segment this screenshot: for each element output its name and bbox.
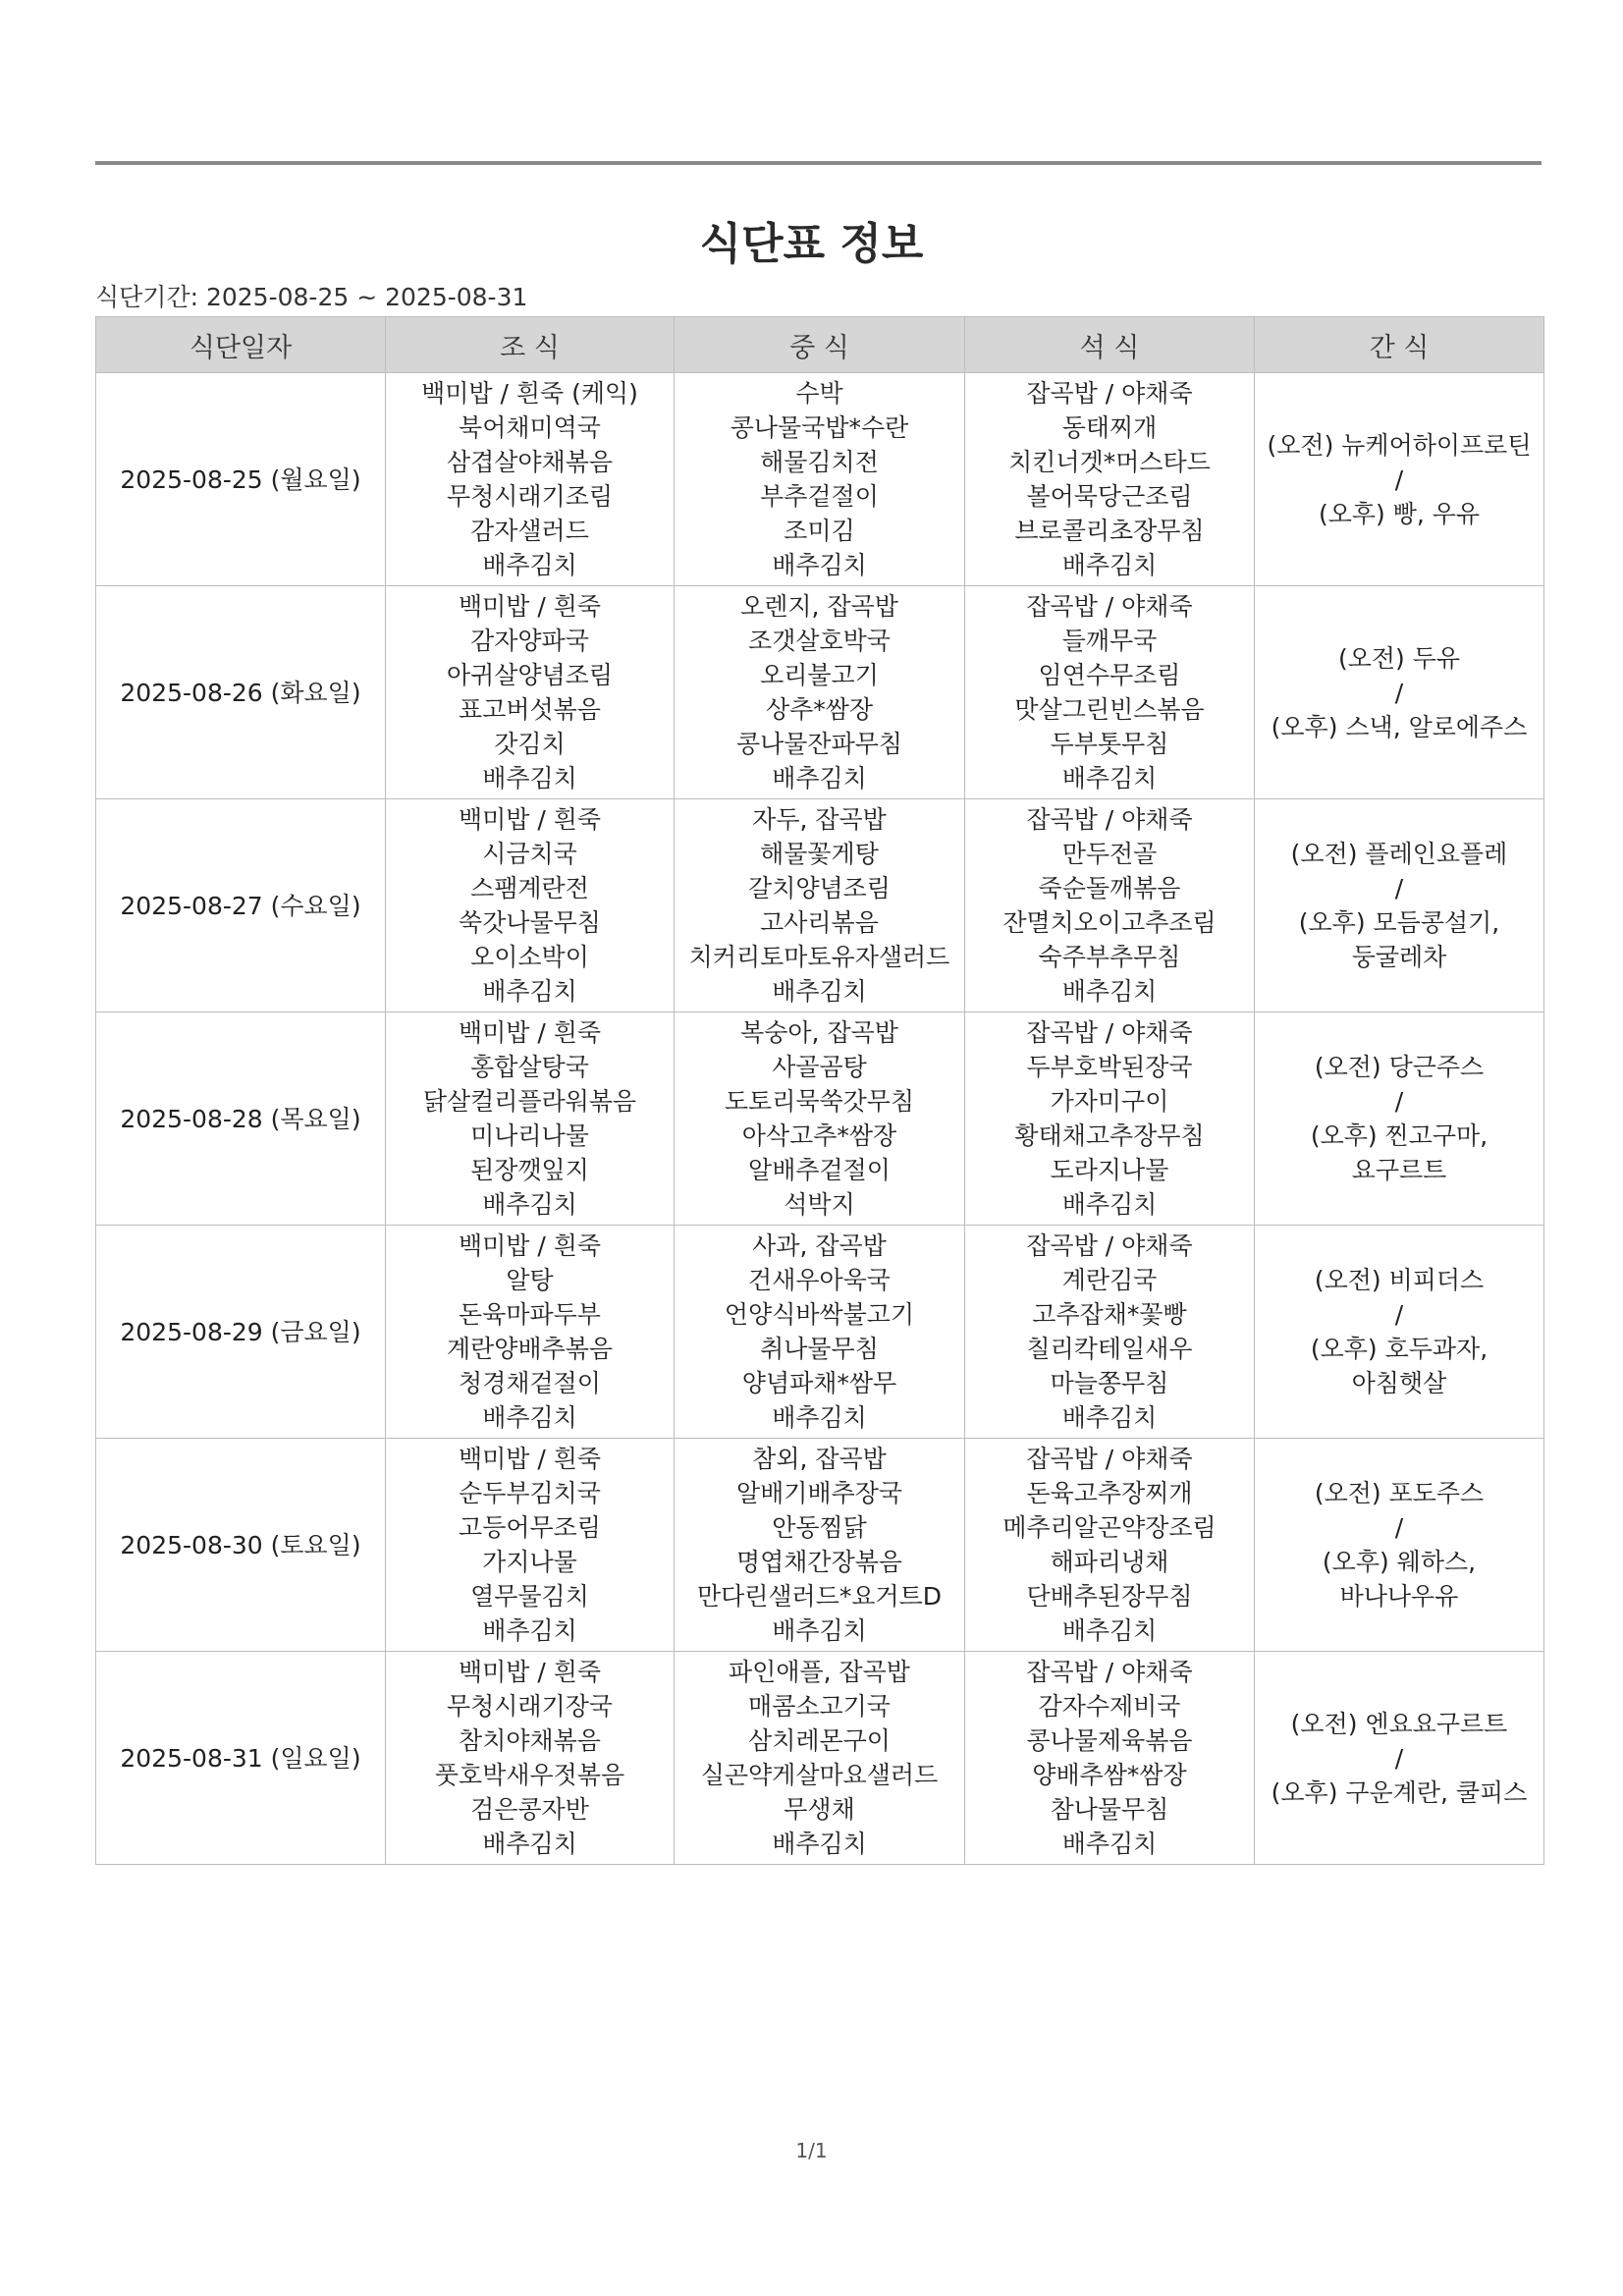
- date-cell: 2025-08-30 (토요일): [96, 1439, 386, 1652]
- menu-item: 가지나물: [482, 1548, 577, 1576]
- menu-item: 닭살컬리플라워볶음: [422, 1087, 637, 1116]
- menu-item: 콩나물잔파무침: [735, 730, 903, 758]
- menu-item: 상추*쌈장: [765, 695, 874, 724]
- menu-item: (오전) 엔요요구르트: [1290, 1709, 1508, 1738]
- menu-item: 치킨너겟*머스타드: [1008, 448, 1211, 476]
- table-row: [96, 373, 1544, 586]
- menu-item: 감자양파국: [470, 627, 589, 655]
- menu-item: 콩나물제육볶음: [1026, 1726, 1193, 1755]
- breakfast-cell: [386, 373, 675, 586]
- menu-item: 바나나우유: [1339, 1582, 1459, 1611]
- menu-item: /: [1394, 874, 1404, 902]
- menu-item: 된장깻잎지: [470, 1156, 589, 1184]
- menu-item: 배추김치: [482, 1830, 577, 1858]
- menu-item: 맛살그린빈스볶음: [1014, 695, 1205, 724]
- menu-item: 오이소박이: [470, 943, 589, 971]
- date-cell: 2025-08-29 (금요일): [96, 1226, 386, 1439]
- menu-item: (오전) 비피더스: [1314, 1266, 1485, 1294]
- menu-item: 시금치국: [482, 840, 577, 868]
- menu-item: 오렌지, 잡곡밥: [740, 592, 898, 621]
- menu-item: 잡곡밥 / 야채죽: [1026, 805, 1193, 834]
- menu-item: 아귀살양념조림: [446, 661, 614, 689]
- menu-item: 배추김치: [772, 764, 867, 793]
- snack-cell: [1255, 1439, 1544, 1652]
- date-cell: 2025-08-26 (화요일): [96, 586, 386, 799]
- table-row: [96, 586, 1544, 799]
- menu-item: 둥굴레차: [1351, 943, 1447, 971]
- menu-item: (오전) 두유: [1337, 643, 1461, 673]
- menu-item: 명엽채간장볶음: [735, 1548, 903, 1576]
- lunch-cell: [675, 1226, 965, 1439]
- menu-item: 사과, 잡곡밥: [752, 1231, 887, 1260]
- menu-item: (오후) 스낵, 알로에주스: [1271, 712, 1528, 741]
- table-row: [96, 1652, 1544, 1865]
- menu-item: 백미밥 / 흰죽: [458, 1018, 602, 1047]
- menu-item: 쑥갓나물무침: [459, 908, 601, 937]
- snack-cell: [1255, 1012, 1544, 1226]
- menu-item: 임연수무조림: [1038, 661, 1181, 689]
- menu-item: 매콤소고기국: [748, 1692, 891, 1721]
- menu-item: 무생채: [784, 1795, 855, 1824]
- menu-table: [95, 316, 1544, 1865]
- menu-item: 배추김치: [482, 1190, 577, 1219]
- menu-item: 배추김치: [1061, 1616, 1158, 1645]
- dinner-cell: [965, 1652, 1255, 1865]
- snack-cell: [1255, 1652, 1544, 1865]
- menu-item: 콩나물국밥*수란: [730, 413, 909, 442]
- menu-item: 배추김치: [482, 1403, 577, 1432]
- menu-item: (오전) 플레인요플레: [1290, 840, 1508, 868]
- menu-item: 황태채고추장무침: [1014, 1121, 1205, 1150]
- menu-item: 표고버섯볶음: [459, 695, 601, 724]
- menu-item: 무청시래기조림: [446, 482, 614, 511]
- menu-item: (오후) 모듬콩설기,: [1298, 908, 1500, 937]
- dinner-cell: [965, 1012, 1255, 1226]
- menu-item: 배추김치: [772, 1616, 867, 1645]
- menu-item: 알탕: [506, 1266, 554, 1294]
- date-cell: 2025-08-25 (월요일): [96, 373, 386, 586]
- header-lunch: 중 식: [675, 317, 965, 373]
- menu-item: 고추잡채*꽃빵: [1032, 1300, 1187, 1329]
- menu-item: 백미밥 / 흰죽: [458, 592, 602, 621]
- menu-item: 메추리알곤약장조림: [1002, 1513, 1217, 1542]
- menu-item: 계란김국: [1061, 1266, 1158, 1294]
- table-row: [96, 1439, 1544, 1652]
- menu-item: /: [1394, 1743, 1404, 1773]
- menu-item: /: [1394, 678, 1404, 707]
- menu-item: 배추김치: [1061, 1403, 1158, 1432]
- menu-item: 백미밥 / 흰죽: [458, 1231, 602, 1260]
- date-cell: 2025-08-28 (목요일): [96, 1012, 386, 1226]
- lunch-cell: [675, 799, 965, 1012]
- breakfast-cell: [386, 1012, 675, 1226]
- top-divider: [95, 161, 1542, 165]
- menu-item: 참치야채볶음: [459, 1726, 601, 1755]
- menu-item: 풋호박새우젓볶음: [434, 1761, 625, 1789]
- menu-item: 계란양배추볶음: [446, 1335, 614, 1363]
- menu-item: 감자수제비국: [1038, 1692, 1181, 1721]
- lunch-cell: [675, 1439, 965, 1652]
- menu-item: 잔멸치오이고추조림: [1002, 908, 1217, 937]
- menu-item: 잡곡밥 / 야채죽: [1026, 1445, 1193, 1473]
- breakfast-cell: [386, 1226, 675, 1439]
- menu-item: 배추김치: [482, 1616, 577, 1645]
- menu-item: 잡곡밥 / 야채죽: [1026, 1231, 1193, 1260]
- menu-item: 알배추겉절이: [748, 1156, 891, 1184]
- menu-item: 배추김치: [482, 551, 577, 579]
- header-snack: 간 식: [1255, 317, 1544, 373]
- menu-item: 요구르트: [1351, 1156, 1447, 1184]
- menu-item: 돈육마파두부: [459, 1300, 601, 1329]
- menu-item: 칠리칵테일새우: [1026, 1335, 1193, 1363]
- menu-item: 해물김치전: [760, 448, 879, 476]
- dinner-cell: [965, 1226, 1255, 1439]
- menu-item: 건새우아욱국: [748, 1266, 891, 1294]
- menu-item: 마늘쫑무침: [1050, 1369, 1169, 1397]
- menu-item: 북어채미역국: [459, 413, 601, 442]
- snack-cell: [1255, 799, 1544, 1012]
- menu-item: 단배추된장무침: [1026, 1582, 1193, 1611]
- menu-item: 배추김치: [772, 1830, 867, 1858]
- menu-item: 배추김치: [1061, 551, 1158, 579]
- menu-item: 도토리묵쑥갓무침: [724, 1087, 915, 1116]
- menu-item: 자두, 잡곡밥: [752, 805, 887, 834]
- menu-item: 배추김치: [482, 764, 577, 793]
- menu-item: 미나리나물: [470, 1121, 589, 1150]
- menu-item: 돈육고추장찌개: [1026, 1479, 1193, 1507]
- header-dinner: 석 식: [965, 317, 1255, 373]
- menu-item: 참나물무침: [1050, 1795, 1169, 1824]
- menu-item: 스팸계란전: [470, 874, 589, 902]
- table-row: [96, 1226, 1544, 1439]
- snack-cell: [1255, 373, 1544, 586]
- menu-item: 가자미구이: [1050, 1087, 1169, 1116]
- menu-item: 배추김치: [1061, 764, 1158, 793]
- menu-item: 알배기배추장국: [735, 1479, 903, 1507]
- menu-item: 열무물김치: [470, 1582, 589, 1611]
- menu-item: 백미밥 / 흰죽: [458, 1658, 602, 1686]
- menu-item: 볼어묵당근조림: [1026, 482, 1193, 511]
- menu-item: 검은콩자반: [470, 1795, 589, 1824]
- menu-item: 실곤약게살마요샐러드: [700, 1761, 939, 1789]
- menu-item: 두부톳무침: [1050, 730, 1169, 758]
- menu-item: 숙주부추무침: [1038, 943, 1181, 971]
- menu-item: (오후) 웨하스,: [1322, 1548, 1477, 1576]
- menu-item: 해물꽃게탕: [760, 840, 879, 868]
- breakfast-cell: [386, 799, 675, 1012]
- dinner-cell: [965, 586, 1255, 799]
- menu-item: 치커리토마토유자샐러드: [688, 943, 950, 971]
- menu-item: 갈치양념조림: [748, 874, 891, 902]
- lunch-cell: [675, 1012, 965, 1226]
- menu-item: /: [1394, 465, 1404, 494]
- menu-item: 배추김치: [1061, 1190, 1158, 1219]
- menu-item: 감자샐러드: [470, 517, 589, 545]
- menu-item: 도라지나물: [1050, 1156, 1169, 1184]
- breakfast-cell: [386, 1439, 675, 1652]
- header-breakfast: 조 식: [386, 317, 675, 373]
- menu-table-body: [96, 373, 1544, 1865]
- menu-item: (오전) 당근주스: [1314, 1053, 1485, 1081]
- menu-item: 배추김치: [772, 977, 867, 1006]
- snack-cell: [1255, 1226, 1544, 1439]
- dinner-cell: [965, 799, 1255, 1012]
- menu-item: 고사리볶음: [760, 908, 879, 937]
- menu-item: 아침햇살: [1351, 1369, 1447, 1397]
- lunch-cell: [675, 1652, 965, 1865]
- page-title: 식단표 정보: [699, 219, 924, 269]
- menu-item: 백미밥 / 흰죽: [458, 805, 602, 834]
- menu-item: 들깨무국: [1061, 627, 1158, 655]
- menu-item: /: [1394, 1513, 1404, 1542]
- menu-item: 잡곡밥 / 야채죽: [1026, 592, 1193, 621]
- date-cell: 2025-08-27 (수요일): [96, 799, 386, 1012]
- menu-item: 삼치레몬구이: [748, 1726, 891, 1755]
- breakfast-cell: [386, 586, 675, 799]
- menu-item: 죽순돌깨볶음: [1038, 874, 1181, 902]
- menu-item: 배추김치: [1061, 1830, 1158, 1858]
- menu-item: (오후) 빵, 우유: [1318, 499, 1481, 528]
- menu-item: 백미밥 / 흰죽 (케익): [421, 379, 638, 408]
- menu-item: 해파리냉채: [1050, 1548, 1169, 1576]
- menu-item: 오리불고기: [760, 661, 879, 689]
- menu-item: 무청시래기장국: [446, 1692, 614, 1721]
- dinner-cell: [965, 1439, 1255, 1652]
- menu-period: 식단기간: 2025-08-25 ~ 2025-08-31: [95, 283, 528, 311]
- menu-item: 백미밥 / 흰죽: [458, 1445, 602, 1473]
- snack-cell: [1255, 586, 1544, 799]
- lunch-cell: [675, 586, 965, 799]
- menu-item: 잡곡밥 / 야채죽: [1026, 1018, 1193, 1047]
- menu-item: 배추김치: [482, 977, 577, 1006]
- page-number: 1/1: [795, 2139, 828, 2162]
- menu-item: 취나물무침: [760, 1335, 879, 1363]
- lunch-cell: [675, 373, 965, 586]
- menu-item: 만다린샐러드*요거트D: [696, 1582, 943, 1611]
- menu-item: 복숭아, 잡곡밥: [740, 1018, 898, 1047]
- menu-item: 배추김치: [772, 551, 867, 579]
- menu-item: 순두부김치국: [459, 1479, 601, 1507]
- menu-item: 파인애플, 잡곡밥: [729, 1658, 910, 1686]
- menu-item: 양념파채*쌈무: [741, 1369, 897, 1397]
- menu-item: 수박: [795, 379, 843, 408]
- menu-item: (오전) 뉴케어하이프로틴: [1267, 430, 1532, 460]
- menu-item: 동태찌개: [1061, 413, 1158, 442]
- menu-item: /: [1394, 1087, 1404, 1116]
- header-row: [96, 317, 1544, 373]
- menu-item: 만두전골: [1061, 840, 1158, 868]
- menu-item: (오전) 포도주스: [1314, 1479, 1485, 1507]
- menu-item: 잡곡밥 / 야채죽: [1026, 379, 1193, 408]
- menu-item: 안동찜닭: [772, 1513, 867, 1542]
- menu-item: 조미김: [784, 517, 855, 545]
- menu-item: 아삭고추*쌈장: [741, 1121, 897, 1150]
- menu-item: 배추김치: [1061, 977, 1158, 1006]
- menu-item: 청경채겉절이: [459, 1369, 601, 1397]
- menu-item: 부추겉절이: [760, 482, 879, 511]
- table-row: [96, 1012, 1544, 1226]
- menu-item: 배추김치: [772, 1403, 867, 1432]
- menu-item: 삼겹살야채볶음: [446, 448, 614, 476]
- header-date: 식단일자: [96, 317, 386, 373]
- menu-item: 참외, 잡곡밥: [752, 1445, 887, 1473]
- menu-item: 고등어무조림: [459, 1513, 601, 1542]
- menu-item: 사골곰탕: [772, 1053, 867, 1081]
- menu-item: (오후) 호두과자,: [1310, 1335, 1488, 1363]
- menu-item: 갓김치: [494, 730, 566, 758]
- breakfast-cell: [386, 1652, 675, 1865]
- menu-item: /: [1394, 1300, 1404, 1329]
- menu-item: 잡곡밥 / 야채죽: [1026, 1658, 1193, 1686]
- dinner-cell: [965, 373, 1255, 586]
- menu-item: 두부호박된장국: [1026, 1053, 1193, 1081]
- menu-item: 조갯살호박국: [748, 627, 891, 655]
- menu-item: 양배추쌈*쌈장: [1032, 1761, 1187, 1789]
- menu-item: 석박지: [784, 1190, 855, 1219]
- date-cell: 2025-08-31 (일요일): [96, 1652, 386, 1865]
- menu-item: 언양식바싹불고기: [724, 1300, 915, 1329]
- menu-item: 홍합살탕국: [470, 1053, 589, 1081]
- menu-item: 브로콜리초장무침: [1014, 517, 1205, 545]
- menu-item: (오후) 구운계란, 쿨피스: [1271, 1777, 1528, 1807]
- menu-item: (오후) 찐고구마,: [1310, 1121, 1488, 1150]
- table-row: [96, 799, 1544, 1012]
